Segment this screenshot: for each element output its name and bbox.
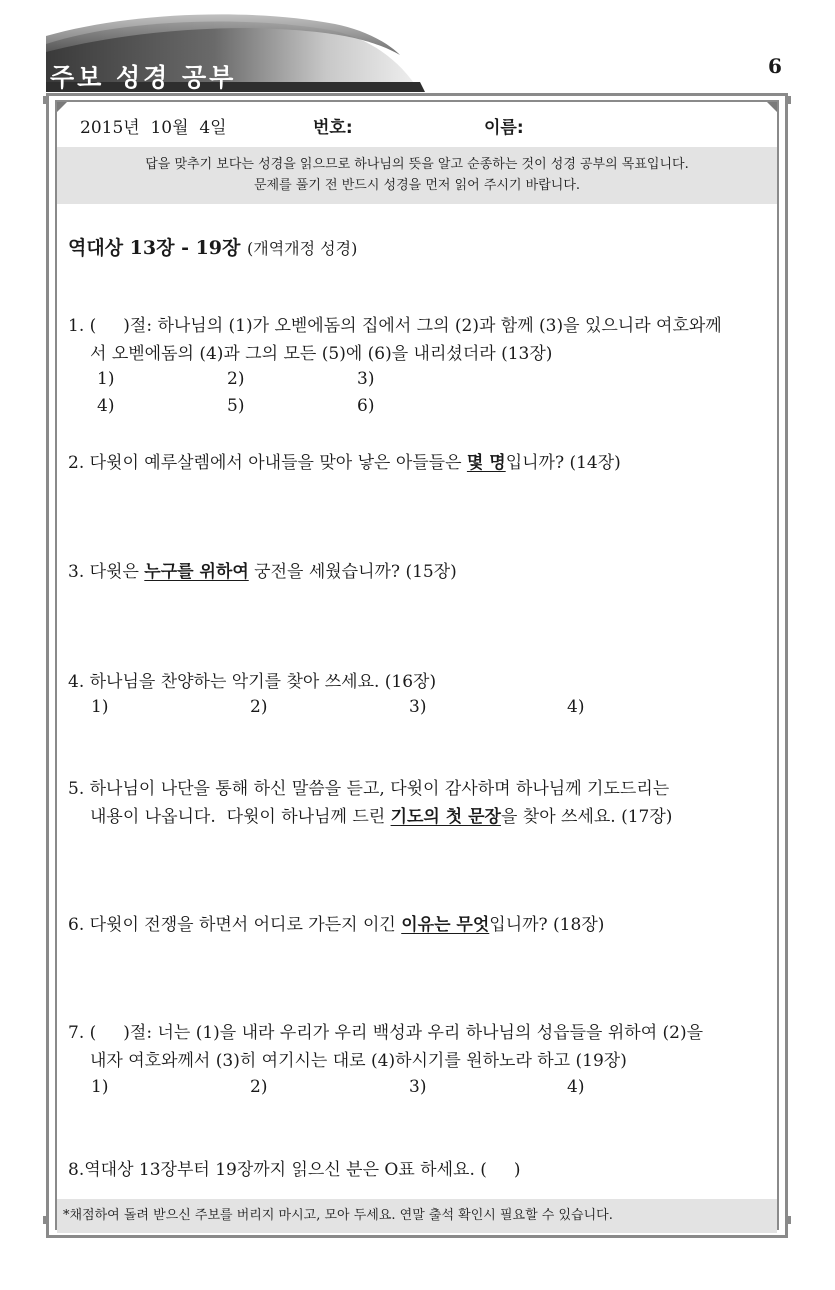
question-text: 2. 다윗이 예루살렘에서 아내들을 맞아 낳은 아들들은 [68, 453, 467, 473]
question-text: 궁전을 세웠습니까? (15장) [248, 562, 457, 582]
answer-slot-label: 4) [567, 1077, 585, 1097]
question-4 [68, 668, 778, 696]
question-emphasis: 몇 명 [466, 453, 506, 473]
answer-slot-label: 1) [91, 1077, 109, 1097]
question-text: 3. 다윗은 [68, 562, 145, 582]
chapter-range: 역대상 13장 - 19장 [68, 237, 241, 259]
answer-slot-label: 3) [409, 1077, 427, 1097]
question-3 [68, 558, 778, 586]
number-label: 번호: [313, 118, 353, 138]
side-tick-right [788, 1216, 791, 1224]
side-tick-top-right [788, 96, 791, 104]
page-number: 6 [768, 54, 782, 78]
answer-slot-label: 4) [97, 396, 115, 416]
question-7-line-2: 내자 여호와께서 (3)히 여기시는 대로 (4)하시기를 원하노라 하고 (19장) [90, 1051, 627, 1071]
question-5 [68, 775, 778, 831]
name-label: 이름: [484, 118, 524, 138]
question-1 [68, 312, 778, 368]
question-7 [68, 1019, 778, 1075]
question-text: 입니까? (14장) [505, 453, 621, 473]
chapter-title [68, 233, 357, 260]
question-5-line-2 [68, 803, 778, 831]
side-tick-top-left [43, 96, 46, 104]
bible-version: (개역개정 성경) [247, 239, 358, 258]
answer-slot-label: 2) [250, 1077, 268, 1097]
answer-slot-label: 3) [357, 369, 375, 389]
question-emphasis: 누구를 위하여 [144, 562, 249, 582]
question-1-line-2: 서 오벧에돔의 (4)과 그의 모든 (5)에 (6)을 내리셨더라 (13장) [90, 344, 553, 364]
answer-slot-label: 3) [409, 697, 427, 717]
question-6 [68, 911, 778, 939]
question-text: 을 찾아 쓰세요. (17장) [500, 807, 673, 827]
answer-slot-label: 1) [91, 697, 109, 717]
answer-slot-label: 2) [227, 369, 245, 389]
answer-slot-label: 2) [250, 697, 268, 717]
answer-slot-label: 5) [227, 396, 245, 416]
question-7-line-1: 7. ( )절: 너는 (1)을 내라 우리가 우리 백성과 우리 하나님의 성읍들을 위하여 (2)을 [68, 1023, 704, 1043]
answer-slot-label: 4) [567, 697, 585, 717]
question-text: 6. 다윗이 전쟁을 하면서 어디로 가든지 이긴 [68, 915, 402, 935]
question-text: 내용이 나옵니다. 다윗이 하나님께 드린 [90, 807, 391, 827]
footer-note: *채점하여 돌려 받으신 주보를 버리지 마시고, 모아 두세요. 연말 출석 확인시 필요할 수 있습니다. [57, 1199, 777, 1233]
question-4-line-1: 4. 하나님을 찬양하는 악기를 찾아 쓰세요. (16장) [68, 672, 437, 692]
answer-slot-label: 1) [97, 369, 115, 389]
question-text: 입니까? (18장) [489, 915, 605, 935]
instructions-notice [57, 147, 777, 204]
question-2 [68, 449, 778, 477]
answer-slot-label: 6) [357, 396, 375, 416]
banner-title: 주보 성경 공부 [50, 63, 237, 92]
side-tick-left [43, 1216, 46, 1224]
question-emphasis: 기도의 첫 문장 [390, 807, 501, 827]
question-5-line-1: 5. 하나님이 나단을 통해 하신 말씀을 듣고, 다윗이 감사하며 하나님께 기도드리는 [68, 779, 670, 799]
notice-line-2: 문제를 풀기 전 반드시 성경을 먼저 읽어 주시기 바랍니다. [253, 178, 581, 193]
question-8-line-1: 8.역대상 13장부터 19장까지 읽으신 분은 O표 하세요. ( ) [68, 1160, 521, 1180]
corner-mark-top-left [57, 102, 67, 112]
corner-mark-top-right [767, 102, 777, 112]
question-8 [68, 1156, 778, 1184]
worksheet-date: 2015년 10월 4일 [80, 118, 227, 138]
question-emphasis: 이유는 무엇 [401, 915, 490, 935]
question-1-line-1: 1. ( )절: 하나님의 (1)가 오벧에돔의 집에서 그의 (2)과 함께 (3)을 있으니라 여호와께 [68, 316, 722, 336]
notice-line-1: 답을 맞추기 보다는 성경을 읽으므로 하나님의 뜻을 알고 순종하는 것이 성경 공부의 목표입니다. [145, 157, 689, 172]
